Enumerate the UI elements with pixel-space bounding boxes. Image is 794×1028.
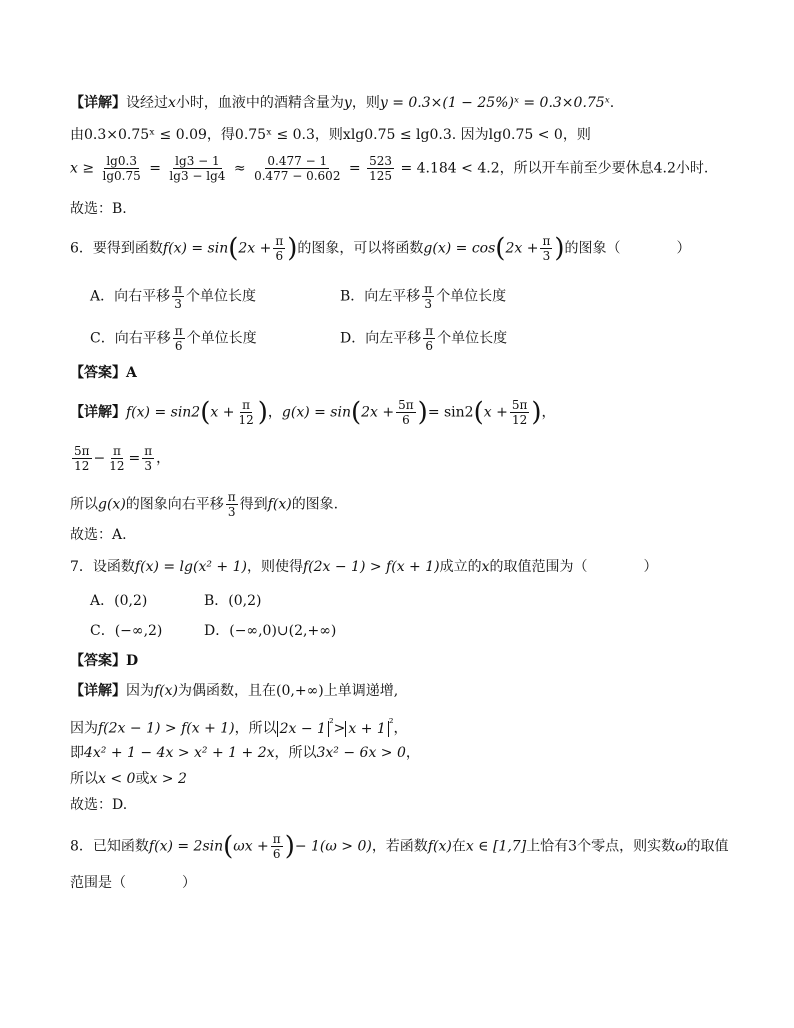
q7-detail-line4: 所以x < 0或x > 2	[70, 771, 187, 787]
formula: 0.75ˣ ≤ 0.3	[234, 127, 315, 143]
q6-option-d[interactable]: D．向左平移 $\frac{\pi}{6}$ 个单位长度	[340, 324, 508, 353]
fraction: $\frac{\pi}{3}$	[144, 444, 153, 473]
q6-choose: 故选：A.	[70, 527, 127, 543]
fraction: $\frac{\lg 3 - 1}{\lg 3 - \lg 4}$	[169, 154, 226, 183]
q6-detail-line1: 【详解】f(x) = sin2(x + $\frac{\pi}{12}$ )，g(x) = sin(2x + $\frac{5\pi}{6}$ )= sin2(x + $\frac{5\pi}{12}$ )，	[70, 397, 556, 428]
fraction: $\frac{5\pi}{12}$	[74, 444, 90, 473]
q6-detail-line3: 所以g(x)的图象向右平移 $\frac{\pi}{3}$ 得到f(x)的图象.	[70, 490, 339, 519]
q7-stem: 7．设函数f(x) = lg(x² + 1)，则使得f(2x − 1) > f(x + 1)成立的x的取值范围为（ ）	[70, 559, 658, 575]
q7-option-c[interactable]: C．(−∞,2)	[90, 623, 163, 639]
fraction: $\frac{\pi}{6}$	[275, 234, 284, 263]
fraction: $\frac{\pi}{3}$	[174, 282, 183, 311]
q8-stem-line2: 范围是（ ）	[70, 875, 196, 891]
q6-stem: 6．要得到函数f(x) = sin(2x + $\frac{\pi}{6}$ )的图象，可以将函数g(x) = cos(2x + $\frac{\pi}{3}$ )的图象（ ）	[70, 233, 691, 264]
formula: lg0.75 < 0	[488, 127, 563, 143]
q6-detail-line2: $\frac{5\pi}{12}$ − $\frac{\pi}{12}$ = $\frac{\pi}{3}$ ，	[74, 444, 171, 473]
fraction: $\frac{\pi}{12}$	[238, 398, 254, 427]
q7-option-a[interactable]: A．(0,2)	[90, 593, 148, 609]
q5-detail-line2: 由0.3×0.75ˣ ≤ 0.09，得0.75ˣ ≤ 0.3，则xlg0.75 ≤ lg0.3. 因为lg0.75 < 0，则	[70, 127, 591, 143]
fraction: $\frac{523}{125}$	[369, 154, 392, 183]
detail-label: 【详解】	[70, 404, 126, 421]
q5-choose: 故选：B.	[70, 201, 127, 217]
fraction: $\frac{\pi}{3}$	[542, 234, 551, 263]
formula: 0.3×0.75ˣ ≤ 0.09	[84, 127, 207, 143]
q6-option-c[interactable]: C．向右平移 $\frac{\pi}{6}$ 个单位长度	[90, 324, 257, 353]
fraction: $\frac{\pi}{6}$	[174, 324, 183, 353]
q6-option-a[interactable]: A．向右平移 $\frac{\pi}{3}$ 个单位长度	[90, 282, 257, 311]
fraction: $\frac{0.477 - 1}{0.477 - 0.602}$	[254, 154, 341, 183]
q7-option-b[interactable]: B．(0,2)	[204, 593, 262, 609]
detail-label: 【详解】	[70, 95, 126, 111]
q7-answer: 【答案】D	[70, 653, 139, 669]
detail-label: 【详解】	[70, 683, 126, 699]
fraction: $\frac{5\pi}{6}$	[398, 398, 414, 427]
q7-detail-line3: 即4x² + 1 − 4x > x² + 1 + 2x，所以3x² − 6x > 0，	[70, 745, 420, 761]
q6-answer: 【答案】A	[70, 365, 137, 381]
fraction: $\frac{5\pi}{12}$	[511, 398, 528, 427]
fraction: $\frac{\pi}{12}$	[109, 444, 125, 473]
q7-option-d[interactable]: D．(−∞,0)∪(2,+∞)	[204, 623, 337, 639]
fraction: $\frac{\pi}{3}$	[227, 490, 236, 519]
q7-choose: 故选：D.	[70, 797, 128, 813]
q5-detail-line1: 【详解】设经过x小时，血液中的酒精含量为y，则y = 0.3×(1 − 25%)ˣ = 0.3×0.75ˣ.	[70, 95, 615, 111]
fraction: $\frac{\lg 0.3}{\lg 0.75}$	[102, 154, 141, 183]
q5-detail-line3: x ≥ $\frac{\lg 0.3}{\lg 0.75}$ = $\frac{\lg 3 - 1}{\lg 3 - \lg 4}$ ≈ $\frac{0.477 - 1}{0.477 - 0.602}$ = $\frac{523}{125}$ = 4.184 < 4.2，所以开车前至少要休息4.2小时.	[70, 154, 709, 183]
q7-detail-line2: 因为f(2x − 1) > f(x + 1)，所以 2x − 1 $^{^2}$> x + 1 $^{^2}$，	[70, 716, 408, 737]
q8-stem-line1: 8．已知函数f(x) = 2sin(ωx + $\frac{\pi}{6}$ )− 1(ω > 0)，若函数f(x)在x ∈ [1,7]上恰有3个零点，则实数ω的取值	[70, 831, 729, 862]
fraction: $\frac{\pi}{6}$	[425, 324, 434, 353]
fraction: $\frac{\pi}{6}$	[272, 832, 281, 861]
fraction: $\frac{\pi}{3}$	[424, 282, 433, 311]
formula: xlg0.75 ≤ lg0.3	[342, 127, 452, 143]
q6-option-b[interactable]: B．向左平移 $\frac{\pi}{3}$ 个单位长度	[340, 282, 507, 311]
q7-detail-line1: 【详解】因为f(x)为偶函数，且在(0,+∞)上单调递增,	[70, 683, 399, 699]
formula: y = 0.3×(1 − 25%)ˣ = 0.3×0.75ˣ	[379, 95, 610, 111]
